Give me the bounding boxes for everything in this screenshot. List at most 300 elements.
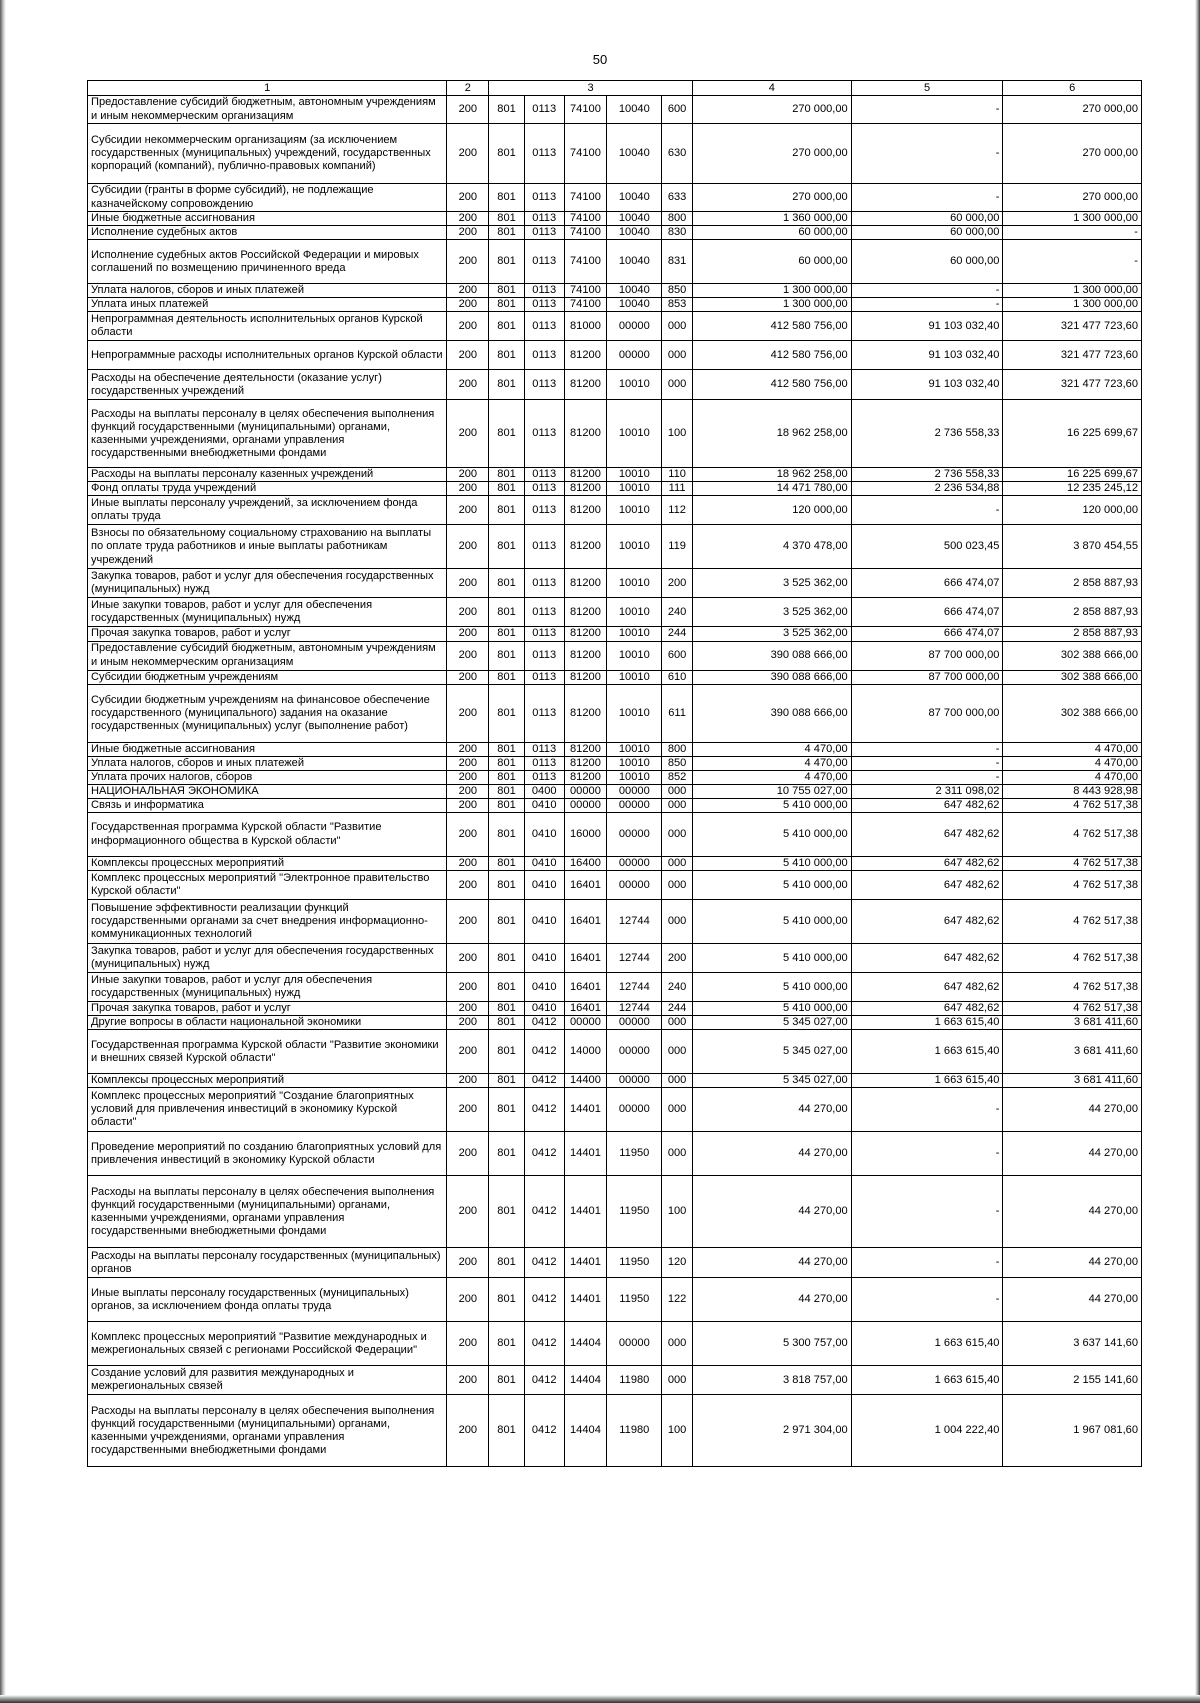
row-direction: 10040 bbox=[607, 212, 662, 226]
row-code-801: 801 bbox=[489, 312, 525, 341]
row-code-grbs: 200 bbox=[447, 857, 489, 871]
row-code-grbs: 200 bbox=[447, 1395, 489, 1467]
row-expense-type: 800 bbox=[662, 212, 693, 226]
row-code-grbs: 200 bbox=[447, 598, 489, 627]
row-col-6: 321 477 723,60 bbox=[1003, 312, 1142, 341]
table-header-row bbox=[88, 81, 1142, 96]
row-expense-type: 000 bbox=[662, 857, 693, 871]
row-col-4: 270 000,00 bbox=[692, 184, 851, 212]
row-program: 00000 bbox=[564, 784, 607, 798]
row-code-grbs: 200 bbox=[447, 813, 489, 857]
row-code-801: 801 bbox=[489, 598, 525, 627]
row-col-5: 60 000,00 bbox=[851, 240, 1003, 284]
row-expense-type: 610 bbox=[662, 670, 693, 684]
row-expense-type: 850 bbox=[662, 756, 693, 770]
row-col-4: 390 088 666,00 bbox=[692, 684, 851, 742]
row-col-6: 4 470,00 bbox=[1003, 756, 1142, 770]
row-section: 0410 bbox=[524, 1002, 564, 1016]
row-col-4: 5 410 000,00 bbox=[692, 798, 851, 812]
row-section: 0113 bbox=[524, 641, 564, 670]
row-program: 74100 bbox=[564, 298, 607, 312]
row-program: 74100 bbox=[564, 96, 607, 124]
row-name: Иные закупки товаров, работ и услуг для обеспечения государственных (муниципальных) нужд bbox=[88, 973, 447, 1002]
row-section: 0113 bbox=[524, 468, 564, 482]
row-code-801: 801 bbox=[489, 1074, 525, 1088]
table-row bbox=[88, 212, 1142, 226]
row-col-6: 4 762 517,38 bbox=[1003, 944, 1142, 973]
row-col-4: 5 410 000,00 bbox=[692, 1002, 851, 1016]
table-row bbox=[88, 312, 1142, 341]
table-row bbox=[88, 1248, 1142, 1278]
row-col-6: 44 270,00 bbox=[1003, 1176, 1142, 1248]
row-name: Иные выплаты персоналу учреждений, за исключением фонда оплаты труда bbox=[88, 496, 447, 525]
row-code-grbs: 200 bbox=[447, 468, 489, 482]
row-program: 16401 bbox=[564, 1002, 607, 1016]
row-expense-type: 240 bbox=[662, 598, 693, 627]
row-code-grbs: 200 bbox=[447, 641, 489, 670]
row-program: 16401 bbox=[564, 900, 607, 944]
row-code-grbs: 200 bbox=[447, 900, 489, 944]
row-code-801: 801 bbox=[489, 482, 525, 496]
row-direction: 00000 bbox=[607, 798, 662, 812]
row-col-6: 44 270,00 bbox=[1003, 1248, 1142, 1278]
row-code-801: 801 bbox=[489, 96, 525, 124]
row-direction: 10040 bbox=[607, 124, 662, 184]
row-direction: 00000 bbox=[607, 1016, 662, 1030]
table-row bbox=[88, 1002, 1142, 1016]
row-program: 00000 bbox=[564, 1016, 607, 1030]
row-program: 14401 bbox=[564, 1278, 607, 1322]
row-expense-type: 000 bbox=[662, 900, 693, 944]
row-col-5: 666 474,07 bbox=[851, 598, 1003, 627]
row-col-6: 1 300 000,00 bbox=[1003, 298, 1142, 312]
row-name: Расходы на выплаты персоналу в целях обеспечения выполнения функций государственными (муниципальными) органами, казенными учреждениями, органами управления государственными внебюджетными фондами bbox=[88, 1176, 447, 1248]
row-expense-type: 100 bbox=[662, 1176, 693, 1248]
row-section: 0412 bbox=[524, 1176, 564, 1248]
row-col-4: 4 470,00 bbox=[692, 770, 851, 784]
row-program: 81200 bbox=[564, 641, 607, 670]
row-direction: 00000 bbox=[607, 341, 662, 370]
row-col-4: 1 300 000,00 bbox=[692, 284, 851, 298]
row-col-5: 666 474,07 bbox=[851, 569, 1003, 598]
row-col-4: 44 270,00 bbox=[692, 1278, 851, 1322]
row-expense-type: 633 bbox=[662, 184, 693, 212]
row-name: Расходы на выплаты персоналу в целях обеспечения выполнения функций государственными (муниципальными) органами, казенными учреждениями, органами управления государственными внебюджетными фондами bbox=[88, 1395, 447, 1467]
row-program: 14401 bbox=[564, 1132, 607, 1176]
row-expense-type: 800 bbox=[662, 742, 693, 756]
row-name: Комплекс процессных мероприятий "Электронное правительство Курской области" bbox=[88, 871, 447, 900]
row-direction: 00000 bbox=[607, 871, 662, 900]
row-col-5: 87 700 000,00 bbox=[851, 641, 1003, 670]
row-section: 0113 bbox=[524, 756, 564, 770]
row-col-5: - bbox=[851, 124, 1003, 184]
row-name: Уплата налогов, сборов и иных платежей bbox=[88, 284, 447, 298]
row-col-4: 10 755 027,00 bbox=[692, 784, 851, 798]
row-col-4: 120 000,00 bbox=[692, 496, 851, 525]
row-direction: 12744 bbox=[607, 900, 662, 944]
row-col-4: 3 818 757,00 bbox=[692, 1366, 851, 1395]
row-program: 74100 bbox=[564, 226, 607, 240]
scan-edge-left bbox=[0, 0, 6, 1703]
row-code-801: 801 bbox=[489, 1030, 525, 1074]
row-section: 0410 bbox=[524, 973, 564, 1002]
table-row bbox=[88, 240, 1142, 284]
row-col-4: 4 370 478,00 bbox=[692, 525, 851, 569]
row-col-4: 412 580 756,00 bbox=[692, 312, 851, 341]
row-col-5: 91 103 032,40 bbox=[851, 341, 1003, 370]
row-col-4: 412 580 756,00 bbox=[692, 341, 851, 370]
row-section: 0113 bbox=[524, 226, 564, 240]
row-program: 81200 bbox=[564, 482, 607, 496]
row-direction: 10010 bbox=[607, 742, 662, 756]
header-col-5: 5 bbox=[851, 81, 1003, 96]
row-direction: 12744 bbox=[607, 944, 662, 973]
row-section: 0412 bbox=[524, 1278, 564, 1322]
row-col-5: - bbox=[851, 184, 1003, 212]
row-code-grbs: 200 bbox=[447, 1322, 489, 1366]
row-code-grbs: 200 bbox=[447, 96, 489, 124]
row-expense-type: 852 bbox=[662, 770, 693, 784]
row-col-5: - bbox=[851, 1176, 1003, 1248]
row-section: 0113 bbox=[524, 240, 564, 284]
row-code-801: 801 bbox=[489, 770, 525, 784]
row-code-grbs: 200 bbox=[447, 1278, 489, 1322]
row-name: Исполнение судебных актов bbox=[88, 226, 447, 240]
row-col-4: 44 270,00 bbox=[692, 1176, 851, 1248]
row-col-6: 16 225 699,67 bbox=[1003, 400, 1142, 468]
row-code-grbs: 200 bbox=[447, 312, 489, 341]
row-expense-type: 100 bbox=[662, 400, 693, 468]
row-program: 81200 bbox=[564, 627, 607, 641]
table-row bbox=[88, 1278, 1142, 1322]
row-direction: 10010 bbox=[607, 627, 662, 641]
table-row bbox=[88, 871, 1142, 900]
row-col-5: - bbox=[851, 770, 1003, 784]
row-expense-type: 000 bbox=[662, 813, 693, 857]
row-col-5: 60 000,00 bbox=[851, 212, 1003, 226]
row-direction: 00000 bbox=[607, 1030, 662, 1074]
row-col-6: 4 470,00 bbox=[1003, 742, 1142, 756]
row-program: 16401 bbox=[564, 871, 607, 900]
row-code-grbs: 200 bbox=[447, 184, 489, 212]
row-direction: 10010 bbox=[607, 684, 662, 742]
row-code-grbs: 200 bbox=[447, 670, 489, 684]
row-program: 81200 bbox=[564, 370, 607, 400]
row-section: 0113 bbox=[524, 212, 564, 226]
row-code-grbs: 200 bbox=[447, 871, 489, 900]
table-row bbox=[88, 813, 1142, 857]
row-expense-type: 120 bbox=[662, 1248, 693, 1278]
table-row bbox=[88, 670, 1142, 684]
row-name: Комплексы процессных мероприятий bbox=[88, 1074, 447, 1088]
table-row bbox=[88, 1395, 1142, 1467]
table-row bbox=[88, 468, 1142, 482]
row-col-6: - bbox=[1003, 240, 1142, 284]
row-expense-type: 000 bbox=[662, 784, 693, 798]
row-code-801: 801 bbox=[489, 184, 525, 212]
table-row bbox=[88, 226, 1142, 240]
row-name: НАЦИОНАЛЬНАЯ ЭКОНОМИКА bbox=[88, 784, 447, 798]
row-col-5: 87 700 000,00 bbox=[851, 684, 1003, 742]
row-col-5: - bbox=[851, 1248, 1003, 1278]
row-direction: 10040 bbox=[607, 226, 662, 240]
row-code-grbs: 200 bbox=[447, 496, 489, 525]
row-section: 0400 bbox=[524, 784, 564, 798]
row-direction: 10010 bbox=[607, 670, 662, 684]
row-section: 0410 bbox=[524, 857, 564, 871]
table-row bbox=[88, 482, 1142, 496]
row-program: 74100 bbox=[564, 284, 607, 298]
row-code-801: 801 bbox=[489, 468, 525, 482]
row-code-grbs: 200 bbox=[447, 798, 489, 812]
row-col-4: 5 345 027,00 bbox=[692, 1074, 851, 1088]
row-col-5: - bbox=[851, 742, 1003, 756]
row-code-801: 801 bbox=[489, 813, 525, 857]
row-section: 0412 bbox=[524, 1366, 564, 1395]
row-code-grbs: 200 bbox=[447, 627, 489, 641]
table-row bbox=[88, 1030, 1142, 1074]
row-code-grbs: 200 bbox=[447, 525, 489, 569]
row-col-6: 4 762 517,38 bbox=[1003, 857, 1142, 871]
row-name: Иные бюджетные ассигнования bbox=[88, 212, 447, 226]
row-col-5: 1 663 615,40 bbox=[851, 1366, 1003, 1395]
table-row bbox=[88, 973, 1142, 1002]
row-direction: 10040 bbox=[607, 284, 662, 298]
row-program: 81200 bbox=[564, 742, 607, 756]
row-code-grbs: 200 bbox=[447, 212, 489, 226]
row-col-4: 5 410 000,00 bbox=[692, 973, 851, 1002]
row-code-grbs: 200 bbox=[447, 944, 489, 973]
row-name: Комплекс процессных мероприятий "Развитие международных и межрегиональных связей с регионами Российской Федерации" bbox=[88, 1322, 447, 1366]
row-col-5: 60 000,00 bbox=[851, 226, 1003, 240]
row-code-grbs: 200 bbox=[447, 298, 489, 312]
row-code-801: 801 bbox=[489, 569, 525, 598]
row-code-801: 801 bbox=[489, 871, 525, 900]
row-direction: 10010 bbox=[607, 400, 662, 468]
row-code-801: 801 bbox=[489, 341, 525, 370]
row-section: 0113 bbox=[524, 569, 564, 598]
row-col-4: 1 300 000,00 bbox=[692, 298, 851, 312]
row-section: 0412 bbox=[524, 1016, 564, 1030]
row-section: 0412 bbox=[524, 1074, 564, 1088]
row-section: 0113 bbox=[524, 742, 564, 756]
row-section: 0412 bbox=[524, 1395, 564, 1467]
row-expense-type: 000 bbox=[662, 1074, 693, 1088]
row-col-4: 390 088 666,00 bbox=[692, 641, 851, 670]
row-col-5: 2 236 534,88 bbox=[851, 482, 1003, 496]
row-col-4: 5 410 000,00 bbox=[692, 871, 851, 900]
row-col-6: 4 762 517,38 bbox=[1003, 1002, 1142, 1016]
row-code-801: 801 bbox=[489, 1278, 525, 1322]
row-col-6: 3 681 411,60 bbox=[1003, 1074, 1142, 1088]
row-col-6: 3 681 411,60 bbox=[1003, 1030, 1142, 1074]
row-col-5: 647 482,62 bbox=[851, 944, 1003, 973]
row-expense-type: 600 bbox=[662, 641, 693, 670]
row-expense-type: 110 bbox=[662, 468, 693, 482]
row-col-4: 5 410 000,00 bbox=[692, 857, 851, 871]
row-name: Закупка товаров, работ и услуг для обеспечения государственных (муниципальных) нужд bbox=[88, 944, 447, 973]
row-direction: 00000 bbox=[607, 857, 662, 871]
row-code-801: 801 bbox=[489, 496, 525, 525]
row-direction: 00000 bbox=[607, 312, 662, 341]
row-col-4: 60 000,00 bbox=[692, 240, 851, 284]
row-col-6: 2 858 887,93 bbox=[1003, 598, 1142, 627]
row-code-801: 801 bbox=[489, 298, 525, 312]
row-expense-type: 000 bbox=[662, 871, 693, 900]
row-code-grbs: 200 bbox=[447, 784, 489, 798]
row-program: 81200 bbox=[564, 341, 607, 370]
table-row bbox=[88, 400, 1142, 468]
row-name: Уплата прочих налогов, сборов bbox=[88, 770, 447, 784]
table-row bbox=[88, 96, 1142, 124]
table-row bbox=[88, 798, 1142, 812]
row-expense-type: 100 bbox=[662, 1395, 693, 1467]
row-col-4: 44 270,00 bbox=[692, 1248, 851, 1278]
row-col-5: 647 482,62 bbox=[851, 973, 1003, 1002]
row-col-4: 60 000,00 bbox=[692, 226, 851, 240]
row-section: 0412 bbox=[524, 1088, 564, 1132]
row-code-grbs: 200 bbox=[447, 756, 489, 770]
row-code-grbs: 200 bbox=[447, 1016, 489, 1030]
page-number: 50 bbox=[592, 52, 608, 67]
row-program: 74100 bbox=[564, 124, 607, 184]
row-program: 14401 bbox=[564, 1088, 607, 1132]
row-code-801: 801 bbox=[489, 973, 525, 1002]
row-expense-type: 853 bbox=[662, 298, 693, 312]
row-col-4: 5 410 000,00 bbox=[692, 944, 851, 973]
row-direction: 10040 bbox=[607, 184, 662, 212]
row-code-801: 801 bbox=[489, 944, 525, 973]
row-code-801: 801 bbox=[489, 627, 525, 641]
row-direction: 11950 bbox=[607, 1176, 662, 1248]
row-col-4: 5 300 757,00 bbox=[692, 1322, 851, 1366]
row-col-4: 5 410 000,00 bbox=[692, 900, 851, 944]
row-code-grbs: 200 bbox=[447, 341, 489, 370]
row-name: Иные выплаты персоналу государственных (муниципальных) органов, за исключением фонда оплаты труда bbox=[88, 1278, 447, 1322]
row-code-801: 801 bbox=[489, 1088, 525, 1132]
row-col-4: 412 580 756,00 bbox=[692, 370, 851, 400]
row-col-6: 302 388 666,00 bbox=[1003, 684, 1142, 742]
row-col-6: 8 443 928,98 bbox=[1003, 784, 1142, 798]
row-direction: 10010 bbox=[607, 641, 662, 670]
row-col-4: 2 971 304,00 bbox=[692, 1395, 851, 1467]
row-col-6: 321 477 723,60 bbox=[1003, 370, 1142, 400]
row-col-6: 4 762 517,38 bbox=[1003, 973, 1142, 1002]
row-code-801: 801 bbox=[489, 1322, 525, 1366]
row-section: 0412 bbox=[524, 1030, 564, 1074]
table-row bbox=[88, 569, 1142, 598]
row-name: Уплата налогов, сборов и иных платежей bbox=[88, 756, 447, 770]
scan-edge-bottom bbox=[0, 1695, 1200, 1703]
row-section: 0113 bbox=[524, 400, 564, 468]
row-col-4: 270 000,00 bbox=[692, 124, 851, 184]
row-col-5: 1 663 615,40 bbox=[851, 1030, 1003, 1074]
row-expense-type: 000 bbox=[662, 798, 693, 812]
row-col-6: 12 235 245,12 bbox=[1003, 482, 1142, 496]
row-col-6: 120 000,00 bbox=[1003, 496, 1142, 525]
row-code-801: 801 bbox=[489, 1002, 525, 1016]
row-col-5: - bbox=[851, 1278, 1003, 1322]
row-code-801: 801 bbox=[489, 798, 525, 812]
row-col-4: 1 360 000,00 bbox=[692, 212, 851, 226]
row-col-5: - bbox=[851, 298, 1003, 312]
row-code-801: 801 bbox=[489, 240, 525, 284]
row-col-4: 270 000,00 bbox=[692, 96, 851, 124]
row-col-4: 14 471 780,00 bbox=[692, 482, 851, 496]
row-code-grbs: 200 bbox=[447, 1366, 489, 1395]
row-direction: 00000 bbox=[607, 1322, 662, 1366]
row-code-801: 801 bbox=[489, 124, 525, 184]
row-col-4: 4 470,00 bbox=[692, 742, 851, 756]
row-col-6: 44 270,00 bbox=[1003, 1278, 1142, 1322]
row-col-6: 321 477 723,60 bbox=[1003, 341, 1142, 370]
table-row bbox=[88, 742, 1142, 756]
row-code-801: 801 bbox=[489, 784, 525, 798]
row-col-6: 302 388 666,00 bbox=[1003, 641, 1142, 670]
row-code-801: 801 bbox=[489, 370, 525, 400]
row-name: Прочая закупка товаров, работ и услуг bbox=[88, 627, 447, 641]
row-program: 00000 bbox=[564, 798, 607, 812]
row-code-grbs: 200 bbox=[447, 770, 489, 784]
row-section: 0113 bbox=[524, 670, 564, 684]
row-code-grbs: 200 bbox=[447, 1030, 489, 1074]
row-program: 81000 bbox=[564, 312, 607, 341]
row-col-5: 647 482,62 bbox=[851, 1002, 1003, 1016]
row-section: 0113 bbox=[524, 370, 564, 400]
row-code-grbs: 200 bbox=[447, 684, 489, 742]
row-col-5: 1 663 615,40 bbox=[851, 1322, 1003, 1366]
row-col-4: 18 962 258,00 bbox=[692, 400, 851, 468]
row-col-4: 3 525 362,00 bbox=[692, 569, 851, 598]
table-row bbox=[88, 641, 1142, 670]
row-direction: 10010 bbox=[607, 468, 662, 482]
table-row bbox=[88, 857, 1142, 871]
table-row bbox=[88, 598, 1142, 627]
row-direction: 10010 bbox=[607, 569, 662, 598]
row-col-5: - bbox=[851, 1132, 1003, 1176]
row-section: 0113 bbox=[524, 96, 564, 124]
row-program: 14404 bbox=[564, 1395, 607, 1467]
row-col-6: 4 470,00 bbox=[1003, 770, 1142, 784]
row-program: 81200 bbox=[564, 569, 607, 598]
row-expense-type: 831 bbox=[662, 240, 693, 284]
row-section: 0113 bbox=[524, 684, 564, 742]
row-col-4: 44 270,00 bbox=[692, 1132, 851, 1176]
row-expense-type: 000 bbox=[662, 370, 693, 400]
row-expense-type: 000 bbox=[662, 312, 693, 341]
row-expense-type: 600 bbox=[662, 96, 693, 124]
row-col-5: 647 482,62 bbox=[851, 900, 1003, 944]
row-code-801: 801 bbox=[489, 857, 525, 871]
row-program: 81200 bbox=[564, 525, 607, 569]
row-code-grbs: 200 bbox=[447, 370, 489, 400]
row-expense-type: 611 bbox=[662, 684, 693, 742]
row-section: 0113 bbox=[524, 312, 564, 341]
row-direction: 11950 bbox=[607, 1248, 662, 1278]
table-row bbox=[88, 1074, 1142, 1088]
table-row bbox=[88, 284, 1142, 298]
row-expense-type: 112 bbox=[662, 496, 693, 525]
table-row bbox=[88, 1366, 1142, 1395]
row-name: Проведение мероприятий по созданию благоприятных условий для привлечения инвестиций в экономику Курской области bbox=[88, 1132, 447, 1176]
row-col-4: 3 525 362,00 bbox=[692, 598, 851, 627]
scan-edge-right bbox=[1195, 0, 1200, 1703]
table-row bbox=[88, 756, 1142, 770]
row-code-grbs: 200 bbox=[447, 742, 489, 756]
row-code-grbs: 200 bbox=[447, 240, 489, 284]
row-direction: 10010 bbox=[607, 598, 662, 627]
row-col-4: 3 525 362,00 bbox=[692, 627, 851, 641]
